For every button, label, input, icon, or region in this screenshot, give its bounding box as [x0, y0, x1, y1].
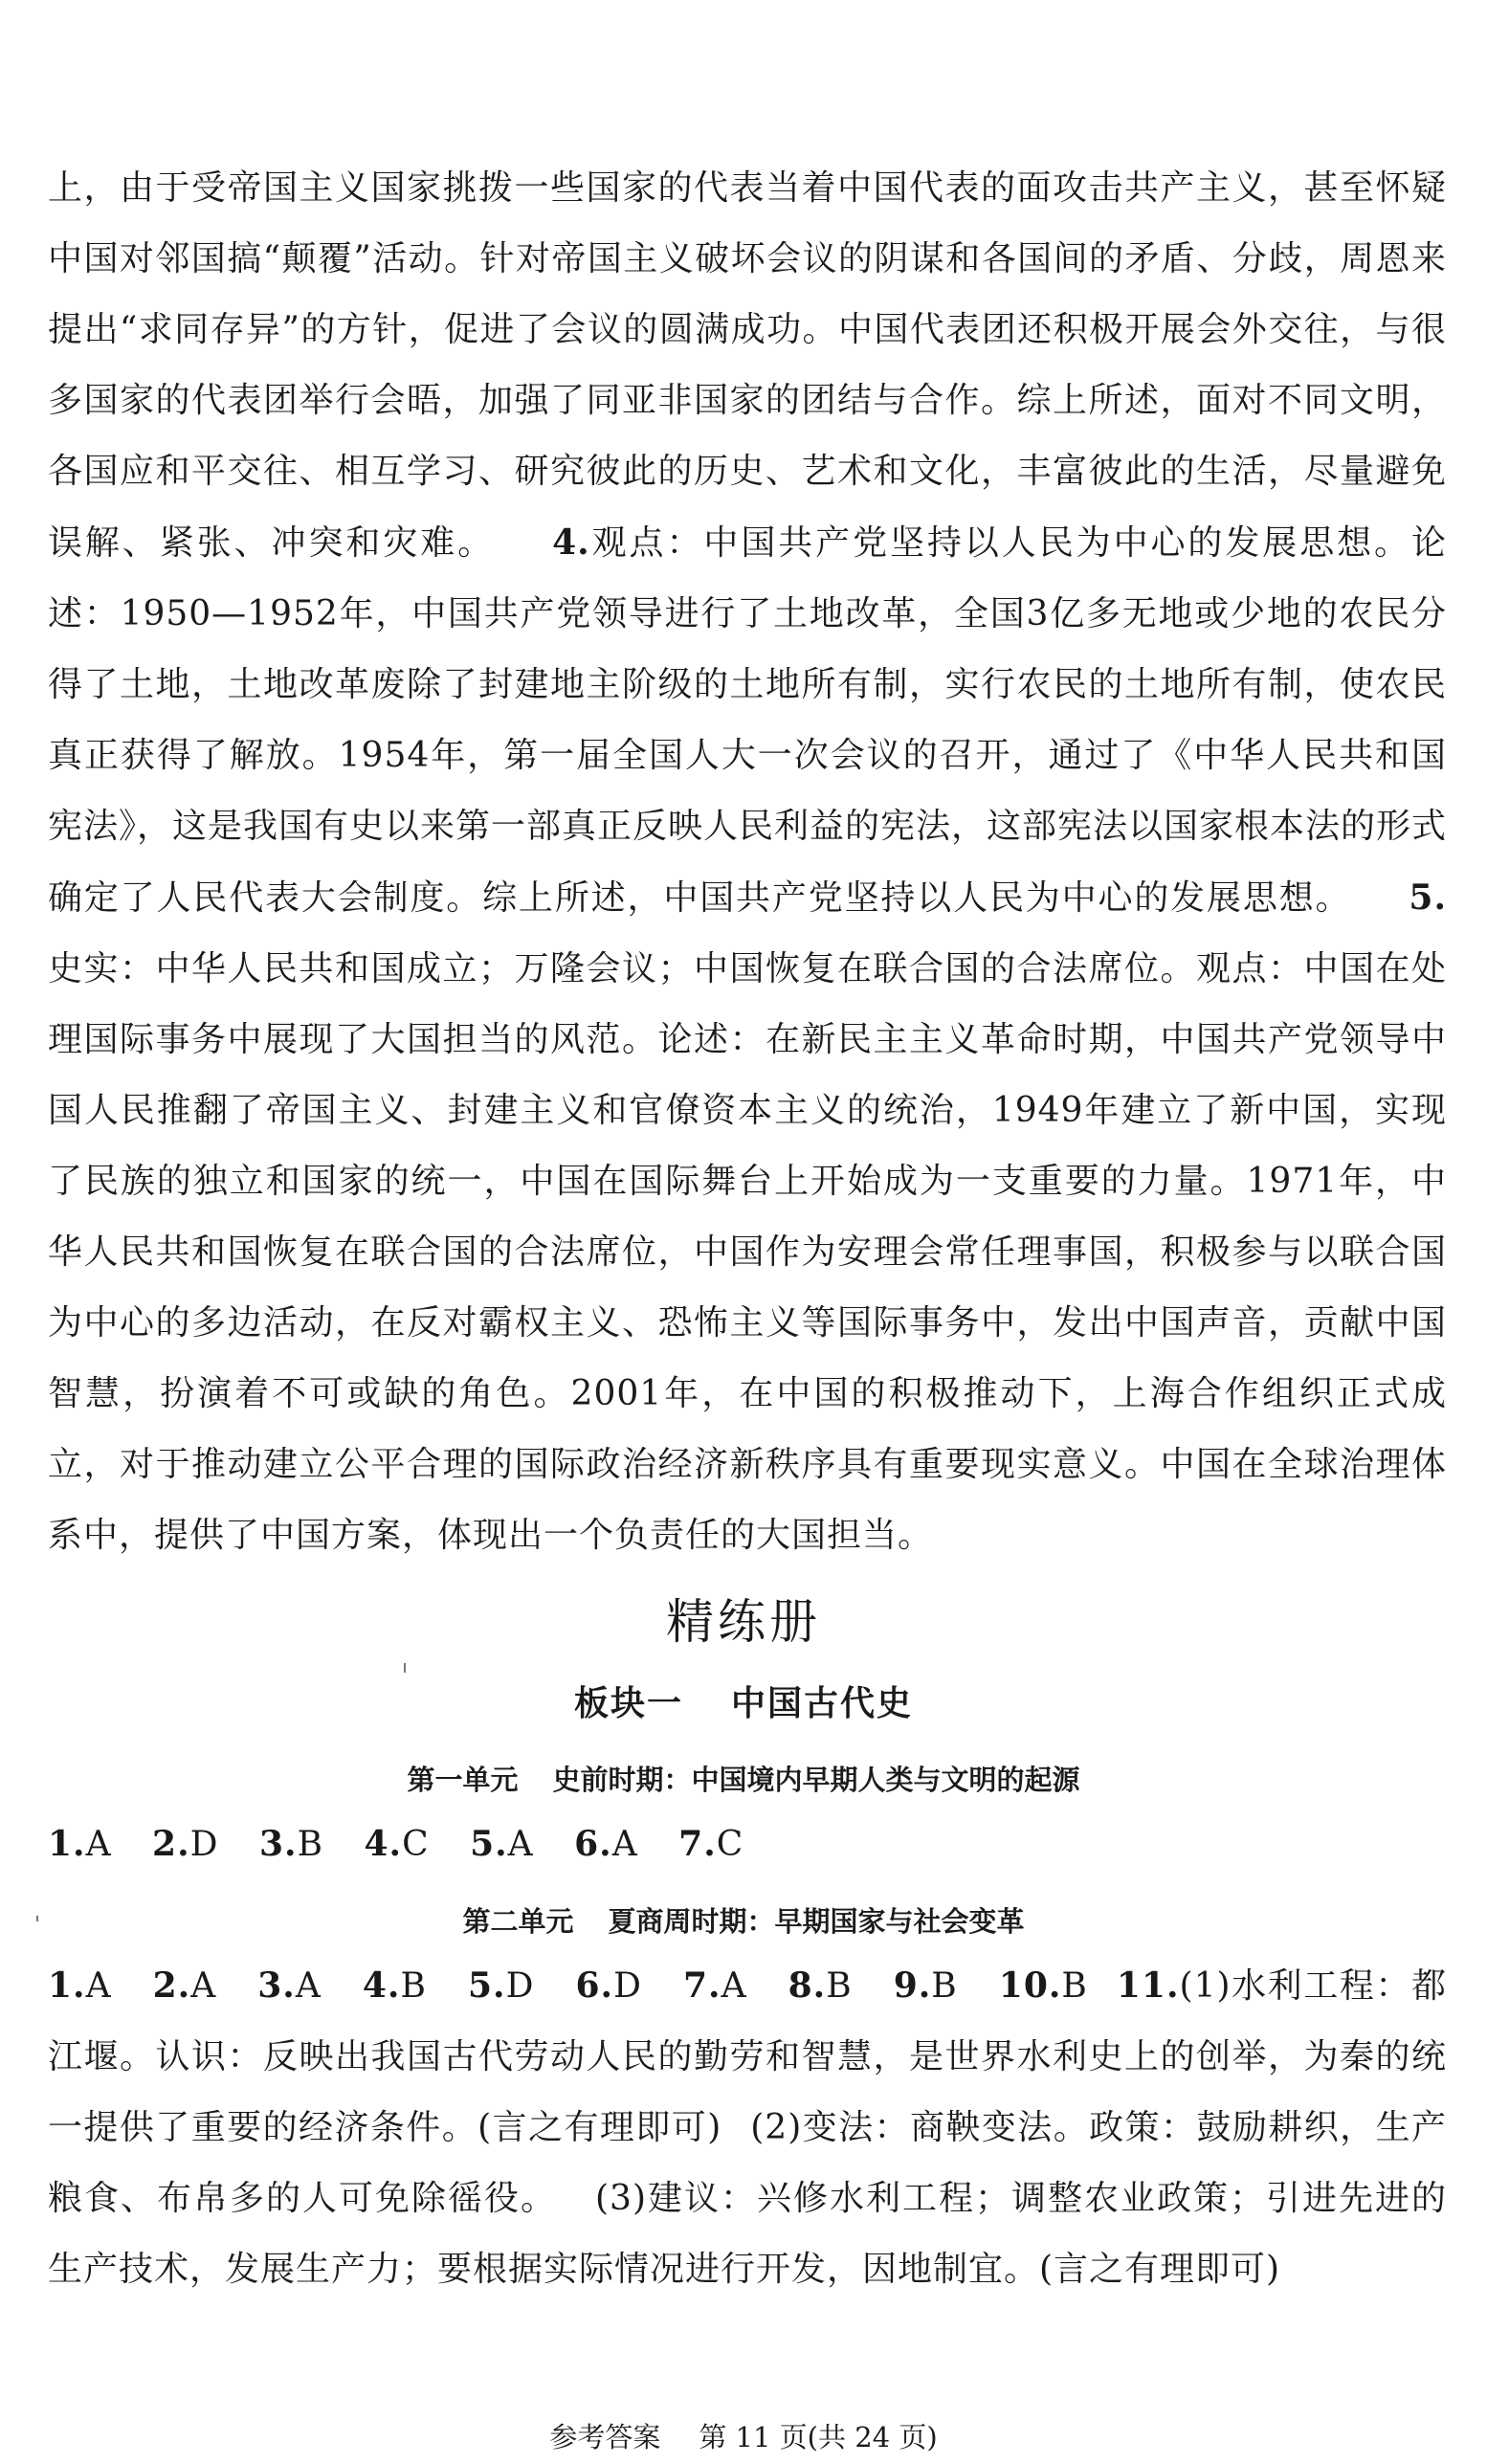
- block-title: 中国古代史: [731, 1684, 914, 1723]
- answer-item: 8.B: [788, 1965, 853, 2006]
- page-footer: [0, 2416, 1487, 2455]
- answer-item: 6.A: [574, 1824, 638, 1864]
- answer-item: 7.C: [678, 1824, 744, 1864]
- block-heading: [0, 1676, 1487, 1725]
- section-title: 精练册: [666, 1594, 821, 1650]
- q11-number: 11.: [1116, 1965, 1180, 2006]
- q5-number: 5.: [1409, 877, 1447, 918]
- answer-item: 6.D: [575, 1965, 642, 2006]
- q11-part1: (1)水利工程：都江堰。认识：反映出我国古代劳动人民的勤劳和智慧，是世界水利史上的创举，为秦的统一提供了重要的经济条件。(言之有理即可): [48, 1966, 1447, 2147]
- scan-speck: [404, 1663, 406, 1673]
- answer-item: 5.A: [470, 1824, 534, 1864]
- unit2-name: 第二单元: [462, 1905, 574, 1938]
- answer-item: 5.D: [467, 1965, 535, 2006]
- unit2-answers: [48, 1950, 1447, 2305]
- answer-item: 7.A: [682, 1965, 747, 2006]
- unit1-answers: [48, 1809, 1447, 1880]
- answer-item: 10.B: [998, 1965, 1088, 2006]
- answer-item: 1.A: [48, 1965, 112, 2006]
- q4-number: 4.: [552, 522, 590, 563]
- unit2-title: 夏商周时期：早期国家与社会变革: [608, 1905, 1025, 1938]
- answer-item: 9.B: [893, 1965, 958, 2006]
- answer-body-text: [48, 153, 1447, 1571]
- answer-item: 1.A: [48, 1824, 112, 1864]
- answer-item: 4.C: [364, 1824, 430, 1864]
- q11-part2: (2)变法：商鞅变法。政策：鼓励耕织，生产粮食、布帛多的人可免除徭役。: [48, 2108, 1447, 2218]
- unit2-heading: [0, 1900, 1487, 1940]
- unit1-name: 第一单元: [407, 1764, 519, 1796]
- page-number: 第 11 页(共 24 页): [699, 2421, 938, 2453]
- unit1-heading: [0, 1759, 1487, 1798]
- answer-item: 3.A: [257, 1965, 322, 2006]
- footer-label: 参考答案: [549, 2421, 661, 2453]
- answer-paragraph: [48, 153, 1447, 1571]
- q5-answer-text: 史实：中华人民共和国成立；万隆会议；中国恢复在联合国的合法席位。观点：中国在处理国际事务中展现了大国担当的风范。论述：在新民主主义革命时期，中国共产党领导中国人民推翻了帝国主义、封建主义和官僚资本主义的统治，1949年建立了新中国，实现了民族的独立和国家的统一，中国在国际舞台上开始成为一支重要的力量。1971年，中华人民共和国恢复在联合国的合法席位，中国作为安理会常任理事国，积极参与以联合国为中心的多边活动，在反对霸权主义、恐怖主义等国际事务中，发出中国声音，贡献中国智慧，扮演着不可或缺的角色。2001年，在中国的积极推动下，上海合作组织正式成立，对于推动建立公平合理的国际政治经济新秩序具有重要现实意义。中国在全球治理体系中，提供了中国方案，体现出一个负责任的大国担当。: [48, 949, 1447, 1555]
- answer-item: 4.B: [362, 1965, 427, 2006]
- answer-item: 2.A: [152, 1965, 217, 2006]
- scan-speck: [36, 1916, 38, 1921]
- q11-part3: (3)建议：兴修水利工程；调整农业政策；引进先进的生产技术，发展生产力；要根据实际情况进行开发，因地制宜。(言之有理即可): [48, 2179, 1447, 2289]
- answer-item: 2.D: [152, 1824, 219, 1864]
- q4-answer-text: 观点：中国共产党坚持以人民为中心的发展思想。论述：1950—1952年，中国共产党领导进行了土地改革，全国3亿多无地或少地的农民分得了土地，土地改革废除了封建地主阶级的土地所有制，实行农民的土地所有制，使农民真正获得了解放。1954年，第一届全国人大一次会议的召开，通过了《中华人民共和国宪法》，这是我国有史以来第一部真正反映人民利益的宪法，这部宪法以国家根本法的形式确定了人民代表大会制度。综上所述，中国共产党坚持以人民为中心的发展思想。: [48, 523, 1448, 918]
- unit1-title: 史前时期：中国境内早期人类与文明的起源: [552, 1764, 1080, 1796]
- block-name: 板块一: [573, 1684, 683, 1723]
- answer-item: 3.B: [258, 1824, 324, 1864]
- q3-answer-tail: 上，由于受帝国主义国家挑拨一些国家的代表当着中国代表的面攻击共产主义，甚至怀疑中国对邻国搞“颠覆”活动。针对帝国主义破坏会议的阴谋和各国间的矛盾、分歧，周恩来提出“求同存异”的方针，促进了会议的圆满成功。中国代表团还积极开展会外交往，与很多国家的代表团举行会晤，加强了同亚非国家的团结与合作。综上所述，面对不同文明，各国应和平交往、相互学习、研究彼此的历史、艺术和文化，丰富彼此的生活，尽量避免误解、紧张、冲突和灾难。: [48, 168, 1447, 563]
